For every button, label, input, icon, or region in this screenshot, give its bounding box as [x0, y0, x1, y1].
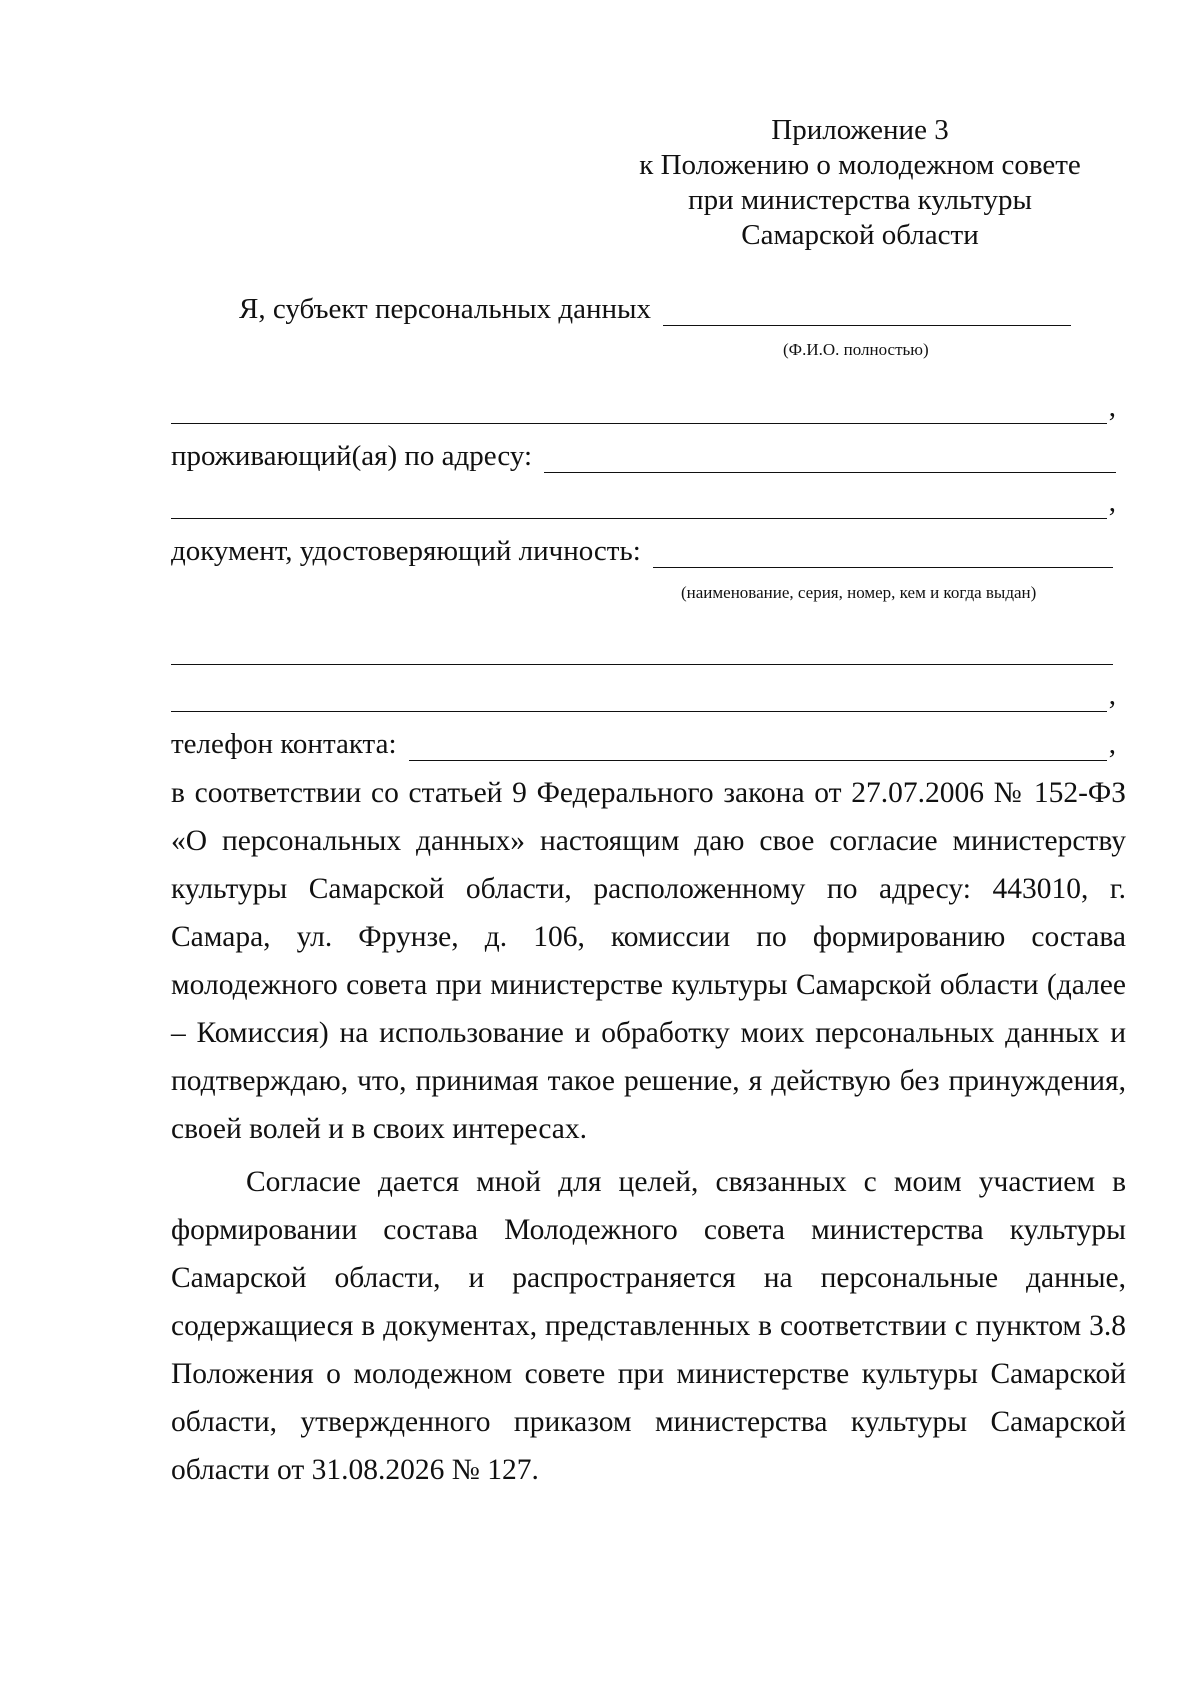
address-continuation-row	[171, 483, 1116, 519]
address-continuation-field[interactable]	[171, 492, 1107, 519]
comma: ,	[1108, 679, 1116, 711]
document-continuation-field-2[interactable]	[171, 685, 1107, 712]
subject-continuation-field[interactable]	[171, 397, 1107, 424]
subject-row	[239, 290, 1071, 326]
consent-paragraph-2: Согласие дается мной для целей, связанных с моим участием в формировании состава Молодежного совета министерства культуры Самарской области, и распространяется на персональные данные, содержащиеся в документах, представленных в соответствии с пунктом 3.8 Положения о молодежном совете при министерстве культуры Самарской области, утвержденного приказом министерства культуры Самарской области от 31.08.2026 № 127.	[171, 1166, 1126, 1486]
document-label: документ, удостоверяющий личность:	[171, 535, 641, 567]
subject-label: Я, субъект персональных данных	[239, 293, 651, 325]
phone-field[interactable]	[409, 734, 1107, 761]
appendix-region: Самарской области	[741, 219, 979, 251]
appendix-number: Приложение 3	[771, 114, 949, 146]
subject-hint: (Ф.И.О. полностью)	[783, 340, 929, 359]
phone-label: телефон контакта:	[171, 728, 397, 760]
document-hint: (наименование, серия, номер, кем и когда выдан)	[681, 583, 1037, 602]
comma: ,	[1108, 728, 1116, 760]
consent-paragraph-1: в соответствии со статьей 9 Федерального закона от 27.07.2006 № 152-ФЗ «О персональных данных» настоящим даю свое согласие министерству культуры Самарской области, расположенному по адресу: 443010, г. Самара, ул. Фрунзе, д. 106, комиссии по формированию состава молодежного совета при министерстве культуры Самарской области (далее – Комиссия) на использование и обработку моих персональных данных и подтверждаю, что, принимая такое решение, я действую без принуждения, своей волей и в своих интересах.	[171, 777, 1126, 1145]
comma: ,	[1108, 391, 1116, 423]
address-row	[171, 437, 1116, 473]
document-field[interactable]	[653, 541, 1113, 568]
appendix-ministry: при министерства культуры	[688, 184, 1032, 216]
appendix-header	[600, 113, 1120, 253]
consent-text	[171, 769, 1126, 1494]
appendix-reference: к Положению о молодежном совете	[639, 149, 1081, 181]
document-row	[171, 532, 1113, 568]
address-label: проживающий(ая) по адресу:	[171, 440, 532, 472]
subject-continuation-row	[171, 388, 1116, 424]
comma: ,	[1108, 486, 1116, 518]
address-field[interactable]	[544, 446, 1116, 473]
subject-name-field[interactable]	[663, 299, 1071, 326]
document-continuation-field[interactable]	[171, 662, 1113, 665]
phone-row	[171, 725, 1116, 761]
document-continuation-row	[171, 676, 1116, 712]
